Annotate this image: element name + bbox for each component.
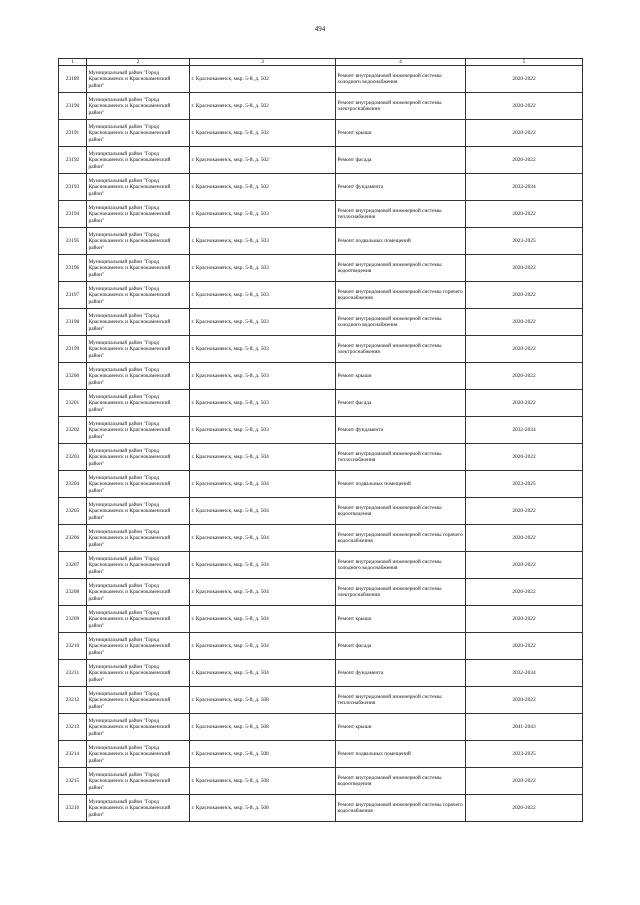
work-type-cell: Ремонт крыши [336,363,466,390]
row-number: 23189 [59,66,87,93]
work-type-cell: Ремонт внутридомовой инженерной системы водоотведения [336,498,466,525]
municipality-cell: Муниципальный район "Город Краснокаменск и Краснокаменский район" [87,606,190,633]
column-header-3: 3 [190,59,336,66]
address-cell: г. Краснокаменск, мкр. 5-й, д. 502 [190,147,336,174]
row-number: 23198 [59,309,87,336]
table-row [59,660,583,687]
period-cell: 2020-2022 [466,390,583,417]
work-type-cell: Ремонт внутридомовой инженерной системы теплоснабжения [336,687,466,714]
work-type-cell: Ремонт внутридомовой инженерной системы холодного водоснабжения [336,309,466,336]
municipality-cell: Муниципальный район "Город Краснокаменск и Краснокаменский район" [87,525,190,552]
municipality-cell: Муниципальный район "Город Краснокаменск и Краснокаменский район" [87,66,190,93]
period-cell: 2041-2043 [466,714,583,741]
table-row [59,417,583,444]
row-number: 23199 [59,336,87,363]
address-cell: г. Краснокаменск, мкр. 5-й, д. 502 [190,174,336,201]
period-cell: 2020-2022 [466,768,583,795]
period-cell: 2023-2025 [466,471,583,498]
period-cell: 2020-2022 [466,498,583,525]
row-number: 23203 [59,444,87,471]
work-type-cell: Ремонт внутридомовой инженерной системы водоотведения [336,768,466,795]
table-row [59,282,583,309]
work-type-cell: Ремонт внутридомовой инженерной системы холодного водоснабжения [336,552,466,579]
table-row [59,174,583,201]
address-cell: г. Краснокаменск, мкр. 5-й, д. 504 [190,552,336,579]
period-cell: 2020-2022 [466,525,583,552]
municipality-cell: Муниципальный район "Город Краснокаменск и Краснокаменский район" [87,201,190,228]
address-cell: г. Краснокаменск, мкр. 5-й, д. 503 [190,309,336,336]
row-number: 23197 [59,282,87,309]
period-cell: 2020-2022 [466,633,583,660]
municipality-cell: Муниципальный район "Город Краснокаменск и Краснокаменский район" [87,120,190,147]
period-cell: 2020-2022 [466,93,583,120]
table-row [59,93,583,120]
period-cell: 2020-2022 [466,363,583,390]
row-number: 23215 [59,768,87,795]
work-type-cell: Ремонт фасада [336,147,466,174]
municipality-cell: Муниципальный район "Город Краснокаменск и Краснокаменский район" [87,255,190,282]
municipality-cell: Муниципальный район "Город Краснокаменск и Краснокаменский район" [87,498,190,525]
address-cell: г. Краснокаменск, мкр. 5-й, д. 502 [190,66,336,93]
address-cell: г. Краснокаменск, мкр. 5-й, д. 504 [190,444,336,471]
table-row [59,633,583,660]
period-cell: 2020-2022 [466,201,583,228]
municipality-cell: Муниципальный район "Город Краснокаменск и Краснокаменский район" [87,795,190,822]
work-type-cell: Ремонт фундамента [336,174,466,201]
address-cell: г. Краснокаменск, мкр. 5-й, д. 503 [190,228,336,255]
table-row [59,120,583,147]
address-cell: г. Краснокаменск, мкр. 5-й, д. 508 [190,768,336,795]
work-type-cell: Ремонт фасада [336,390,466,417]
address-cell: г. Краснокаменск, мкр. 5-й, д. 508 [190,741,336,768]
row-number: 23216 [59,795,87,822]
table-row [59,579,583,606]
table-row [59,444,583,471]
row-number: 23196 [59,255,87,282]
period-cell: 2020-2022 [466,579,583,606]
row-number: 23207 [59,552,87,579]
municipality-cell: Муниципальный район "Город Краснокаменск и Краснокаменский район" [87,282,190,309]
work-type-cell: Ремонт фундамента [336,417,466,444]
municipality-cell: Муниципальный район "Город Краснокаменск и Краснокаменский район" [87,444,190,471]
work-type-cell: Ремонт внутридомовой инженерной системы холодного водоснабжения [336,66,466,93]
row-number: 23209 [59,606,87,633]
work-type-cell: Ремонт внутридомовой инженерной системы теплоснабжения [336,201,466,228]
table-row [59,309,583,336]
address-cell: г. Краснокаменск, мкр. 5-й, д. 503 [190,282,336,309]
table-row [59,552,583,579]
table-row [59,687,583,714]
registry-table [58,58,583,822]
period-cell: 2023-2025 [466,228,583,255]
work-type-cell: Ремонт фундамента [336,660,466,687]
address-cell: г. Краснокаменск, мкр. 5-й, д. 504 [190,633,336,660]
table-row [59,147,583,174]
address-cell: г. Краснокаменск, мкр. 5-й, д. 508 [190,795,336,822]
table-row [59,390,583,417]
period-cell: 2020-2022 [466,687,583,714]
address-cell: г. Краснокаменск, мкр. 5-й, д. 503 [190,336,336,363]
row-number: 23214 [59,741,87,768]
table-row [59,795,583,822]
period-cell: 2020-2022 [466,336,583,363]
table-row [59,741,583,768]
row-number: 23205 [59,498,87,525]
municipality-cell: Муниципальный район "Город Краснокаменск и Краснокаменский район" [87,309,190,336]
period-cell: 2032-2034 [466,417,583,444]
work-type-cell: Ремонт фасада [336,633,466,660]
table-row [59,498,583,525]
municipality-cell: Муниципальный район "Город Краснокаменск и Краснокаменский район" [87,174,190,201]
row-number: 23210 [59,633,87,660]
period-cell: 2020-2022 [466,120,583,147]
table-row [59,606,583,633]
table-row [59,201,583,228]
municipality-cell: Муниципальный район "Город Краснокаменск и Краснокаменский район" [87,768,190,795]
address-cell: г. Краснокаменск, мкр. 5-й, д. 504 [190,525,336,552]
row-number: 23193 [59,174,87,201]
work-type-cell: Ремонт крыши [336,714,466,741]
address-cell: г. Краснокаменск, мкр. 5-й, д. 503 [190,201,336,228]
period-cell: 2020-2022 [466,444,583,471]
period-cell: 2020-2022 [466,255,583,282]
column-header-1: 1 [59,59,87,66]
row-number: 23191 [59,120,87,147]
work-type-cell: Ремонт внутридомовой инженерной системы теплоснабжения [336,444,466,471]
address-cell: г. Краснокаменск, мкр. 5-й, д. 503 [190,390,336,417]
municipality-cell: Муниципальный район "Город Краснокаменск и Краснокаменский район" [87,687,190,714]
address-cell: г. Краснокаменск, мкр. 5-й, д. 503 [190,363,336,390]
row-number: 23204 [59,471,87,498]
header-row [59,59,583,66]
table-body [59,66,583,822]
period-cell: 2020-2022 [466,66,583,93]
work-type-cell: Ремонт внутридомовой инженерной системы горячего водоснабжения [336,282,466,309]
row-number: 23212 [59,687,87,714]
municipality-cell: Муниципальный район "Город Краснокаменск и Краснокаменский район" [87,336,190,363]
municipality-cell: Муниципальный район "Город Краснокаменск и Краснокаменский район" [87,363,190,390]
address-cell: г. Краснокаменск, мкр. 5-й, д. 502 [190,120,336,147]
row-number: 23208 [59,579,87,606]
address-cell: г. Краснокаменск, мкр. 5-й, д. 504 [190,498,336,525]
row-number: 23195 [59,228,87,255]
municipality-cell: Муниципальный район "Город Краснокаменск и Краснокаменский район" [87,390,190,417]
row-number: 23200 [59,363,87,390]
municipality-cell: Муниципальный район "Город Краснокаменск и Краснокаменский район" [87,93,190,120]
work-type-cell: Ремонт внутридомовой инженерной системы электроснабжения [336,93,466,120]
work-type-cell: Ремонт внутридомовой инженерной системы электроснабжения [336,579,466,606]
municipality-cell: Муниципальный район "Город Краснокаменск и Краснокаменский район" [87,552,190,579]
period-cell: 2020-2022 [466,147,583,174]
work-type-cell: Ремонт подвальных помещений [336,741,466,768]
municipality-cell: Муниципальный район "Город Краснокаменск и Краснокаменский район" [87,660,190,687]
address-cell: г. Краснокаменск, мкр. 5-й, д. 504 [190,660,336,687]
column-header-2: 2 [87,59,190,66]
row-number: 23192 [59,147,87,174]
municipality-cell: Муниципальный район "Город Краснокаменск и Краснокаменский район" [87,228,190,255]
work-type-cell: Ремонт подвальных помещений [336,471,466,498]
page-number: 494 [314,25,326,33]
municipality-cell: Муниципальный район "Город Краснокаменск и Краснокаменский район" [87,714,190,741]
table-row [59,471,583,498]
municipality-cell: Муниципальный район "Город Краснокаменск и Краснокаменский район" [87,741,190,768]
table-row [59,336,583,363]
period-cell: 2020-2022 [466,795,583,822]
row-number: 23206 [59,525,87,552]
work-type-cell: Ремонт подвальных помещений [336,228,466,255]
row-number: 23211 [59,660,87,687]
row-number: 23194 [59,201,87,228]
period-cell: 2020-2022 [466,552,583,579]
municipality-cell: Муниципальный район "Город Краснокаменск и Краснокаменский район" [87,579,190,606]
work-type-cell: Ремонт крыши [336,606,466,633]
table-row [59,768,583,795]
address-cell: г. Краснокаменск, мкр. 5-й, д. 502 [190,93,336,120]
period-cell: 2020-2022 [466,606,583,633]
address-cell: г. Краснокаменск, мкр. 5-й, д. 508 [190,687,336,714]
table-row [59,363,583,390]
period-cell: 2032-2034 [466,660,583,687]
work-type-cell: Ремонт внутридомовой инженерной системы электроснабжения [336,336,466,363]
address-cell: г. Краснокаменск, мкр. 5-й, д. 504 [190,606,336,633]
row-number: 23202 [59,417,87,444]
table-row [59,255,583,282]
row-number: 23201 [59,390,87,417]
work-type-cell: Ремонт внутридомовой инженерной системы горячего водоснабжения [336,795,466,822]
work-type-cell: Ремонт крыши [336,120,466,147]
table-row [59,714,583,741]
address-cell: г. Краснокаменск, мкр. 5-й, д. 503 [190,255,336,282]
work-type-cell: Ремонт внутридомовой инженерной системы горячего водоснабжения [336,525,466,552]
period-cell: 2020-2022 [466,309,583,336]
municipality-cell: Муниципальный район "Город Краснокаменск и Краснокаменский район" [87,147,190,174]
period-cell: 2020-2022 [466,282,583,309]
table-row [59,66,583,93]
municipality-cell: Муниципальный район "Город Краснокаменск и Краснокаменский район" [87,471,190,498]
row-number: 23190 [59,93,87,120]
work-type-cell: Ремонт внутридомовой инженерной системы водоотведения [336,255,466,282]
period-cell: 2032-2034 [466,174,583,201]
address-cell: г. Краснокаменск, мкр. 5-й, д. 504 [190,579,336,606]
period-cell: 2023-2025 [466,741,583,768]
municipality-cell: Муниципальный район "Город Краснокаменск и Краснокаменский район" [87,633,190,660]
address-cell: г. Краснокаменск, мкр. 5-й, д. 504 [190,471,336,498]
column-header-5: 5 [466,59,583,66]
table-row [59,525,583,552]
municipality-cell: Муниципальный район "Город Краснокаменск и Краснокаменский район" [87,417,190,444]
row-number: 23213 [59,714,87,741]
address-cell: г. Краснокаменск, мкр. 5-й, д. 508 [190,714,336,741]
column-header-4: 4 [336,59,466,66]
address-cell: г. Краснокаменск, мкр. 5-й, д. 503 [190,417,336,444]
table-row [59,228,583,255]
